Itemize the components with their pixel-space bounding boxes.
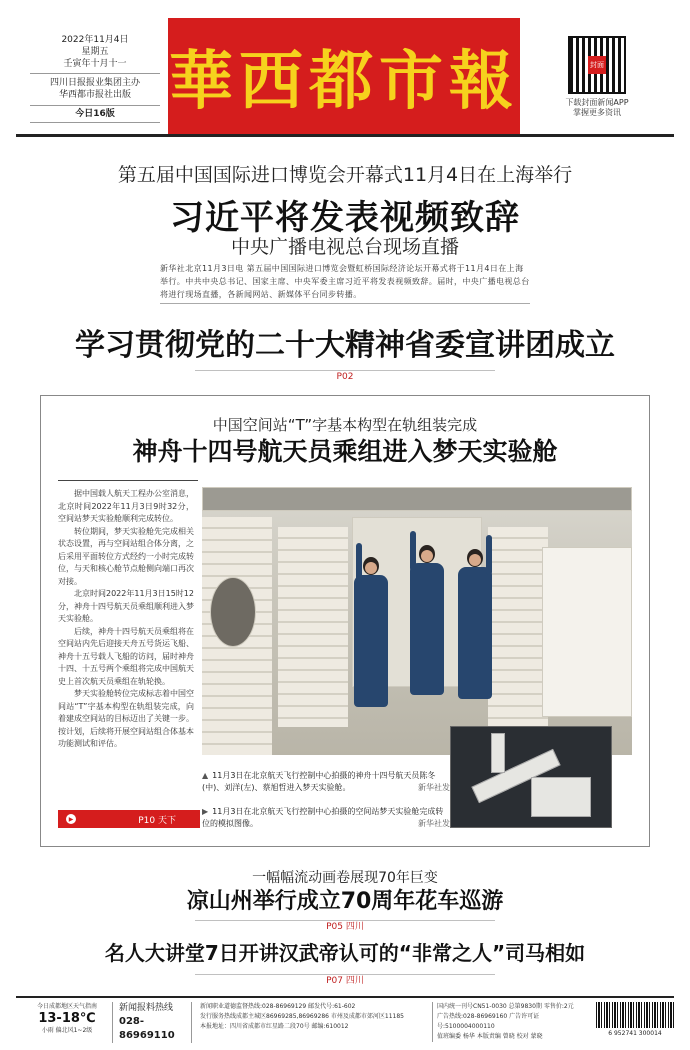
cabin-panel-right	[542, 547, 632, 717]
newspaper-logo	[168, 18, 520, 134]
cabin-rack	[488, 527, 548, 727]
astronaut-cai-xuzhe	[458, 549, 492, 699]
issue-weekday: 星期五	[81, 47, 109, 57]
qr-caption	[552, 98, 642, 118]
weather-label: 今日成都地区天气指南	[36, 1003, 97, 1010]
hotline-number[interactable]: 028-86969110	[119, 1016, 175, 1041]
footer-info-line: 值班编委 杨华 本版责编 曾晓 校对 蒙晓	[437, 1033, 543, 1040]
divider	[345, 920, 495, 921]
barcode-number: 6 952741 300014	[608, 1030, 662, 1037]
divider	[345, 974, 495, 975]
divider	[30, 73, 160, 74]
divider	[345, 370, 495, 371]
qr-badge: 封面	[588, 56, 606, 74]
publisher-line: 华西都市报社出版	[58, 90, 131, 100]
cabin-ceiling	[202, 487, 632, 511]
page-ref-p05[interactable]	[195, 914, 495, 933]
footer-info-right	[432, 1002, 590, 1042]
divider	[195, 920, 345, 921]
expo-dispatch: 新华社北京11月3日电 第五届中国国际进口博览会暨虹桥国际经济论坛开幕式将于11月4日在上海举行。中共中央总书记、国家主席、中央军委主席习近平将发表视频致辞。届时，中央广播电视总台将进行现场直播，各新闻网站、新媒体平台同步转播。	[160, 264, 530, 299]
divider	[58, 480, 198, 481]
divider	[195, 370, 345, 371]
page-ref-label: P07 四川	[326, 976, 364, 986]
mengtian-simulation-photo[interactable]	[450, 726, 612, 828]
body-paragraph: 转位期间，梦天实验舱先完成相关状态设置，再与空间站组合体分离，之后采用平面转位方式经约一小时完成转位，与天和核心舱节点舱侧向端口再次对接。	[58, 526, 194, 586]
today-pages: 今日16版	[30, 105, 160, 123]
footer-info-line: 发行服务热线成都主城区86969285,86969286 市州及成都市郊河区11185	[200, 1013, 404, 1020]
page-ref-p07[interactable]	[195, 968, 495, 987]
hatch-window	[210, 577, 256, 647]
weather-temperature: 13-18℃	[38, 1011, 96, 1026]
photo-caption-1	[202, 770, 450, 794]
mingren-headline[interactable]: 名人大讲堂7日开讲汉武帝认可的“非常之人”司马相如	[104, 941, 586, 965]
body-paragraph: 后续，神舟十四号航天员乘组将在空间站内先后迎接天舟五号货运飞船、神舟十五号载人飞船的访问，届时神舟十四、十五号两个乘组将完成中国航天史上首次航天员乘组在轨轮换。	[58, 626, 194, 686]
expo-live-note: 中央广播电视总台现场直播	[230, 236, 459, 258]
astronaut-chen-dong	[410, 545, 444, 695]
hotline-label: 新闻报料热线	[119, 1003, 174, 1013]
photo-credit: 新华社发	[418, 819, 450, 828]
logo-text: 華西都市報	[169, 44, 519, 119]
shenzhou-subtitle: 中国空间站“T”字基本构型在轨组装完成	[212, 416, 478, 434]
qr-code-icon[interactable]	[568, 36, 626, 94]
footer-info-line: 本报地址：四川省成都市红星路二段70号 邮编:610012	[200, 1023, 349, 1030]
masthead-rule	[16, 134, 674, 137]
divider	[160, 303, 530, 304]
play-icon: ▶	[66, 814, 76, 824]
hotline-box	[112, 1002, 192, 1043]
footer-info-line: 国内统一刊号CN51-0030 总第9830期 零售价:2元	[437, 1003, 574, 1010]
liangshan-subtitle: 一幅幅流动画卷展现70年巨变	[252, 870, 438, 886]
photo-caption-2	[202, 806, 450, 830]
issue-lunar-date: 壬寅年十月十一	[63, 59, 127, 69]
liangshan-headline[interactable]: 凉山州举行成立70周年花车巡游	[186, 889, 504, 914]
footer-rule	[16, 996, 674, 998]
photo-credit: 新华社发	[418, 783, 450, 792]
astronauts-photo[interactable]	[202, 487, 632, 755]
caption-text: 11月3日在北京航天飞行控制中心拍摄的空间站梦天实验舱完成转位的模拟图像。	[202, 807, 444, 828]
footer-info-line: 新闻职业道德监督热线:028-86969129 邮发代号:61-602	[200, 1003, 356, 1010]
page-ref-p02[interactable]	[195, 364, 495, 383]
masthead-dateline	[30, 34, 160, 123]
triangle-icon: ▲	[202, 771, 209, 780]
robotic-arm	[491, 733, 505, 773]
page-ref-p10-button[interactable]	[58, 810, 200, 828]
astronaut-liu-yang	[354, 557, 388, 707]
triangle-icon: ▶	[202, 807, 209, 816]
footer-info-left	[200, 1002, 428, 1032]
cabin-rack	[278, 527, 348, 727]
weather-description: 小雨 偏北风1~2级	[41, 1027, 93, 1034]
xuexi-headline[interactable]: 学习贯彻党的二十大精神省委宣讲团成立	[75, 328, 615, 363]
station-module	[531, 777, 591, 817]
divider	[195, 974, 345, 975]
body-paragraph: 梦天实验舱转位完成标志着中国空间站“T”字基本构型在轨组装完成，向着建成空间站的目标迈出了关键一步。按计划，后续将开展空间站组合体基本功能测试和评估。	[58, 689, 194, 748]
footer-info-line: 广告热线:028-86969160 广告许可证号:5100004000110	[437, 1013, 540, 1030]
expo-headline[interactable]: 习近平将发表视频致辞	[170, 198, 520, 238]
body-paragraph: 北京时间2022年11月3日15时12分，神舟十四号航天员乘组顺利进入梦天实验舱。	[58, 589, 194, 623]
barcode-icon	[596, 1002, 674, 1028]
shenzhou-headline[interactable]: 神舟十四号航天员乘组进入梦天实验舱	[132, 437, 558, 466]
publisher-line: 四川日报报业集团主办	[49, 78, 140, 88]
expo-subtitle: 第五届中国国际进口博览会开幕式11月4日在上海举行	[117, 164, 573, 186]
shenzhou-body	[58, 488, 194, 751]
caption-text: 11月3日在北京航天飞行控制中心拍摄的神舟十四号航天员陈冬(中)、刘洋(左)、蔡旭哲进入梦天实验舱。	[202, 771, 436, 792]
body-paragraph: 据中国载人航天工程办公室消息，北京时间2022年11月3日9时32分，空间站梦天实验舱顺利完成转位。	[58, 489, 194, 523]
qr-caption-line: 下载封面新闻APP	[565, 98, 629, 107]
weather-box	[30, 1002, 104, 1035]
page-ref-label: P05 四川	[326, 922, 364, 932]
page-ref-label: P02	[336, 372, 354, 382]
issue-date: 2022年11月4日	[61, 35, 129, 45]
qr-caption-line: 掌握更多资讯	[573, 108, 621, 117]
page-ref-label: P10 天下	[138, 815, 176, 826]
